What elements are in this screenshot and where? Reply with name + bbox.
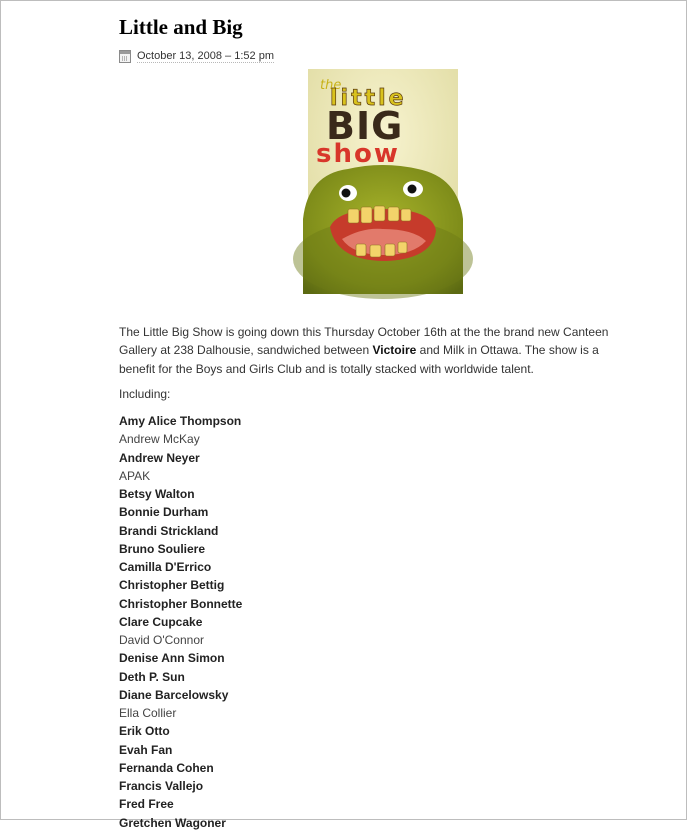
- artist-list-item: Evah Fan: [119, 742, 173, 757]
- poster-title-the: the: [320, 78, 342, 93]
- artist-list-item: Brandi Strickland: [119, 523, 219, 538]
- poster-title-show: show: [316, 139, 400, 169]
- intro-text-1: The Little Big Show is going down this Thursday October 16th at the the brand new Canteen Gallery at 238 Dalhousie, sandwiched between: [119, 325, 609, 358]
- artist-list-item: Deth P. Sun: [119, 669, 185, 684]
- artist-list: [119, 412, 629, 832]
- artist-list-item: Bonnie Durham: [119, 505, 209, 520]
- intro-bold-victoire: Victoire: [372, 343, 417, 358]
- intro-paragraph: [119, 323, 629, 378]
- artist-list-item: APAK: [119, 468, 151, 483]
- poster-illustration: [308, 69, 458, 294]
- poster-title-big: BIG: [326, 104, 404, 148]
- artist-list-item: Andrew Neyer: [119, 450, 200, 465]
- artist-list-item: Gretchen Wagoner: [119, 815, 226, 830]
- artist-list-item: David O'Connor: [119, 633, 204, 648]
- post-meta: [119, 48, 629, 64]
- post-title[interactable]: Little and Big: [119, 15, 243, 39]
- artist-list-item: Camilla D'Errico: [119, 560, 212, 575]
- artist-list-item: Clare Cupcake: [119, 614, 203, 629]
- artist-list-item: Diane Barcelowsky: [119, 687, 229, 702]
- artist-list-item: Ella Collier: [119, 706, 177, 721]
- monster-left-pupil: [342, 189, 351, 198]
- post-image-little-big-show[interactable]: [308, 69, 458, 294]
- artist-list-item: Fernanda Cohen: [119, 760, 214, 775]
- intro-text-2: and Milk in Ottawa. The show is a benefit for the Boys and Girls Club and is totally stacked with worldwide talent.: [119, 343, 599, 376]
- artist-list-item: Fred Free: [119, 797, 174, 812]
- artist-list-item: Christopher Bonnette: [119, 596, 243, 611]
- artist-list-item: Denise Ann Simon: [119, 651, 225, 666]
- calendar-icon: [119, 50, 131, 63]
- artist-list-item: Betsy Walton: [119, 487, 195, 502]
- artist-list-item: Christopher Bettig: [119, 578, 225, 593]
- post-content: [119, 323, 629, 832]
- poster-title-little: little: [330, 86, 407, 111]
- including-label: Including:: [119, 386, 171, 401]
- artist-list-item: Francis Vallejo: [119, 779, 204, 794]
- blog-post: [119, 15, 629, 830]
- monster-right-pupil: [408, 185, 417, 194]
- artist-list-item: Andrew McKay: [119, 432, 200, 447]
- artist-list-item: Erik Otto: [119, 724, 170, 739]
- artist-list-item: Amy Alice Thompson: [119, 414, 242, 429]
- artist-list-item: Bruno Souliere: [119, 541, 206, 556]
- post-date[interactable]: October 13, 2008 – 1:52 pm: [137, 49, 274, 62]
